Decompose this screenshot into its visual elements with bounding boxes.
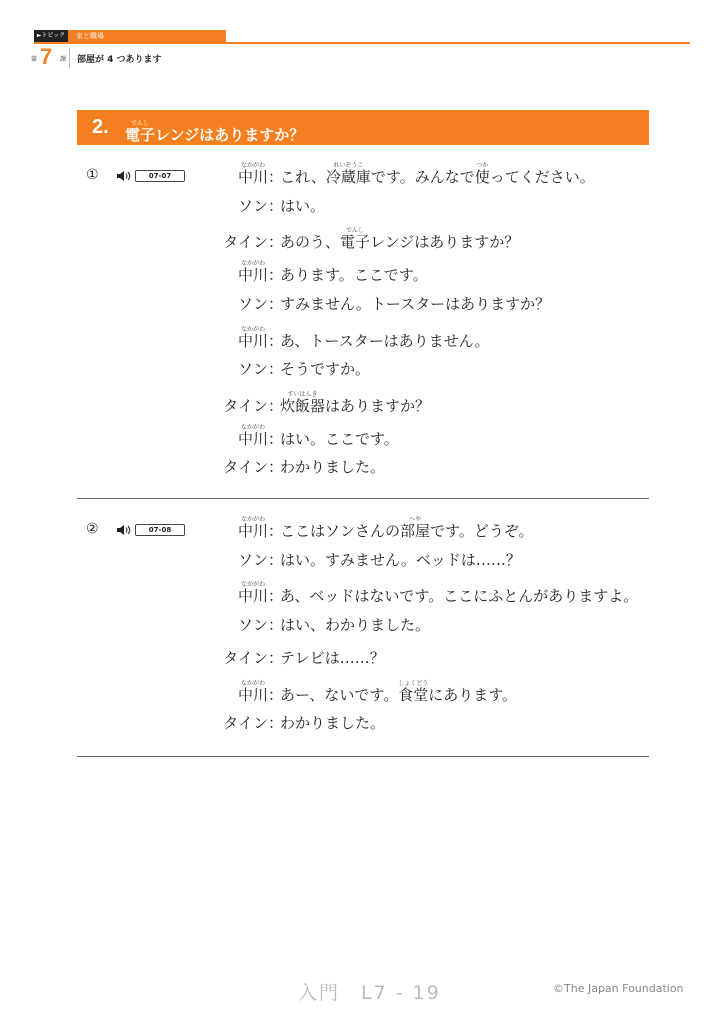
dialogue-line (212, 326, 490, 351)
audio-track-id: 07-07 (135, 170, 185, 182)
utterance: そうですか。 (280, 360, 371, 379)
dialogue-line (212, 516, 534, 541)
speaker-colon: ： (268, 616, 284, 635)
speaker-name: タイン (223, 396, 268, 415)
utterance: 炊飯器すいはんきはありますか？ (280, 390, 431, 415)
dialogue-line (212, 293, 550, 314)
topic-tag: ►トピック (34, 30, 68, 42)
speaker-name: 中川なかがわ (237, 423, 268, 448)
section-number: 2. (92, 116, 109, 138)
utterance: あります。ここです。 (280, 266, 428, 285)
utterance: テレビは……？ (280, 648, 385, 667)
dialogue-line (212, 260, 428, 285)
utterance: はい、わかりました。 (280, 616, 431, 635)
lesson-prefix: 第 (31, 56, 38, 63)
speaker-colon: ： (268, 550, 284, 569)
utterance: はい。 (280, 196, 326, 215)
audio-track-id: 07-08 (135, 524, 185, 536)
speaker-colon: ： (268, 196, 284, 215)
utterance: はい。ここです。 (280, 429, 399, 448)
dialogue-divider (77, 756, 649, 757)
furigana-word: 食堂しょくどう (398, 679, 429, 704)
utterance: あ、ベッドはないです。ここにふとんがありますよ。 (280, 587, 639, 606)
speaker-name: タイン (223, 233, 268, 252)
speaker-name: ソン (237, 294, 268, 313)
audio-button[interactable] (116, 524, 185, 536)
speaker-colon: ： (268, 458, 284, 477)
utterance: はい。すみません。ベッドは……？ (280, 550, 521, 569)
page-number: 入門 L7 - 19 (298, 982, 441, 1004)
furigana-word: 使つか (474, 162, 490, 186)
dialogue-number: ② (86, 521, 99, 537)
lesson-suffix: 課 (60, 56, 67, 63)
utterance: わかりました。 (280, 458, 386, 477)
dialogue-line (212, 614, 430, 635)
speaker-name: 中川なかがわ (237, 162, 268, 186)
topic-name: 家と職場 (68, 30, 226, 42)
section-title (125, 120, 304, 145)
speaker-colon: ： (268, 331, 284, 350)
dialogue-line (212, 456, 385, 477)
speaker-colon: ： (268, 685, 284, 704)
speaker-name: 中川なかがわ (237, 260, 268, 285)
utterance: すみません。トースターはありますか？ (280, 294, 551, 313)
speaker-icon (116, 524, 132, 536)
header-rule (34, 42, 690, 44)
dialogue-line (212, 424, 399, 449)
dialogue-line (212, 391, 430, 416)
lesson-number: 7 (40, 44, 53, 69)
speaker-name: タイン (223, 458, 268, 477)
dialogue-line (212, 358, 370, 379)
furigana-word: 冷蔵庫れいぞうこ (325, 162, 371, 186)
section-title-rest: レンジはありますか？ (155, 126, 305, 144)
speaker-name: 中川なかがわ (237, 581, 268, 606)
utterance: ここはソンさんの部屋へやです。どうぞ。 (280, 516, 534, 540)
speaker-colon: ： (268, 587, 284, 606)
dialogue-number: ① (86, 167, 99, 183)
dialogue-divider (77, 498, 649, 499)
speaker-name: 中川なかがわ (237, 679, 268, 704)
dialogue-line (212, 647, 385, 668)
speaker-name: タイン (223, 714, 268, 733)
speaker-colon: ： (268, 522, 284, 540)
section-banner (77, 110, 649, 145)
speaker-colon: ： (268, 233, 284, 252)
speaker-name: 中川なかがわ (237, 325, 268, 350)
furigana-word: 炊飯器すいはんき (280, 390, 326, 415)
dialogue-line (212, 712, 385, 733)
copyright: ©The Japan Foundation (553, 982, 684, 995)
speaker-icon (116, 170, 132, 182)
speaker-colon: ： (268, 648, 284, 667)
utterance: これ、冷蔵庫れいぞうこです。みんなで使つかってください。 (280, 162, 595, 186)
speaker-name: ソン (237, 550, 268, 569)
dialogue-line (212, 680, 517, 705)
speaker-name: 中川なかがわ (237, 516, 268, 540)
speaker-name: タイン (223, 648, 268, 667)
utterance: あのう、電子でんしレンジはありますか？ (280, 227, 520, 252)
speaker-name: ソン (237, 196, 268, 215)
furigana-word: 部屋へや (400, 516, 431, 540)
utterance: あ、トースターはありません。 (280, 331, 490, 350)
speaker-colon: ： (268, 168, 284, 186)
speaker-colon: ： (268, 360, 284, 379)
utterance: わかりました。 (280, 714, 386, 733)
speaker-name: ソン (237, 360, 268, 379)
speaker-colon: ： (268, 714, 284, 733)
furigana-word: 電子でんし (340, 227, 371, 252)
dialogue-line (212, 162, 595, 187)
speaker-colon: ： (268, 294, 284, 313)
section-title-kanji: 電子でんし (125, 120, 156, 144)
lesson-divider (69, 48, 70, 68)
dialogue-line (212, 581, 638, 606)
speaker-name: ソン (237, 616, 268, 635)
dialogue-line (212, 549, 521, 570)
utterance: あー、ないです。食堂しょくどうにあります。 (280, 679, 518, 704)
dialogue-line (212, 195, 325, 216)
audio-button[interactable] (116, 170, 185, 182)
speaker-colon: ： (268, 429, 284, 448)
speaker-colon: ： (268, 266, 284, 285)
speaker-colon: ： (268, 396, 284, 415)
dialogue-line (212, 227, 519, 252)
lesson-title: 部屋が 4 つあります (77, 55, 162, 65)
